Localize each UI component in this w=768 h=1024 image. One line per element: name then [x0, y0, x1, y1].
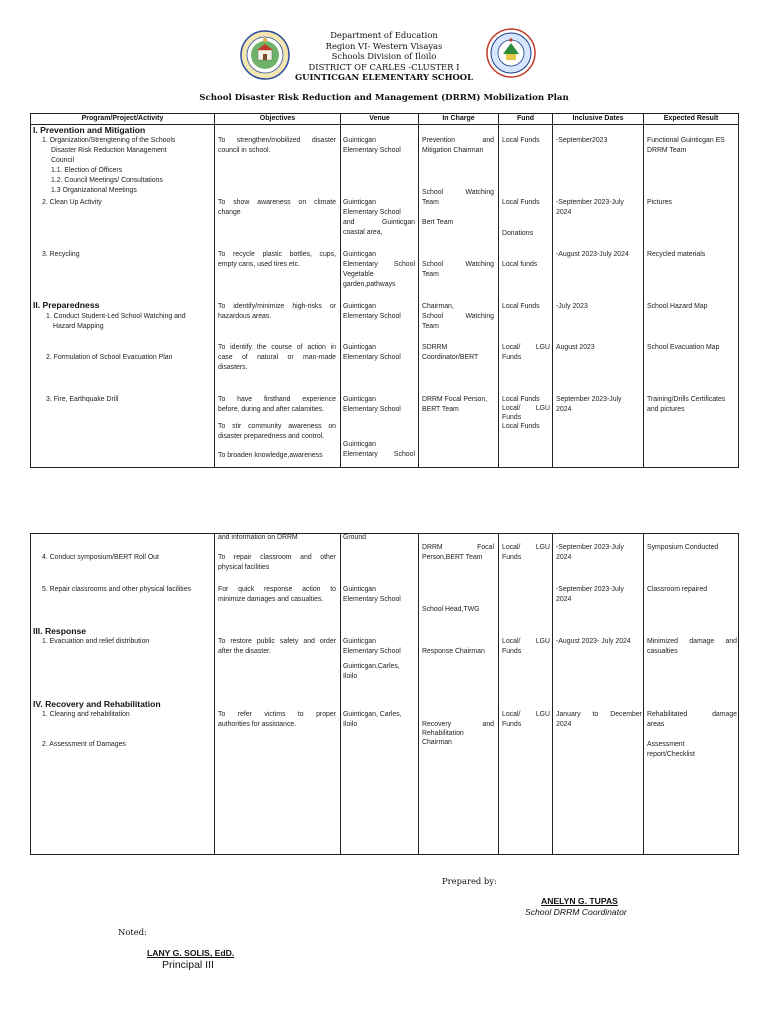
objective-cell: and information on DRRM [218, 534, 298, 541]
letterhead-school: GUINTICGAN ELEMENTARY SCHOOL [294, 72, 473, 82]
section-heading-response: III. Response [33, 626, 87, 636]
objective-text: To recycle plastic bottles, cups, [218, 251, 336, 258]
venue-text: Elementary School [343, 596, 401, 603]
venue-text: Elementary School [343, 313, 401, 320]
result-text: and pictures [647, 406, 685, 413]
section-heading-preparedness: II. Preparedness [33, 300, 100, 310]
objective-text: To identify the course of action in [218, 344, 336, 351]
venue-text: Guinticgan [343, 396, 376, 403]
venue-text: Elementary School [343, 648, 401, 655]
result-cell [647, 710, 737, 760]
objective-text: To stir community awareness on [218, 423, 336, 430]
in-charge-text: Team [422, 199, 439, 206]
result-cell: Classroom repaired [647, 586, 708, 593]
objective-text: minimize damages and casualties. [218, 596, 324, 603]
objective-text: To restore public safety and order [218, 638, 336, 645]
objective-cell [218, 302, 336, 322]
venue-text: Elementary School [343, 147, 401, 154]
fund-cell [502, 543, 550, 563]
objective-text: council in school. [218, 147, 271, 154]
column-header-in-charge: In Charge [442, 115, 475, 122]
in-charge-cell [422, 395, 494, 415]
in-charge-text: SDRRM [422, 344, 448, 351]
fund-text: Local Funds [502, 199, 540, 206]
venue-cell [343, 585, 415, 605]
venue-cell [343, 250, 415, 290]
result-cell: School Evacuation Map [647, 344, 720, 351]
venue-text: Iloilo [343, 721, 358, 728]
in-charge-text: Prevention and [422, 137, 494, 144]
in-charge-text: Coordinator/BERT [422, 354, 479, 361]
in-charge-text: Person,BERT Team [422, 554, 483, 561]
dates-text: 2024 [556, 596, 572, 603]
fund-cell [502, 198, 550, 239]
fund-text: Funds [502, 554, 522, 561]
venue-text: Vegetable [343, 271, 374, 278]
program-cell [46, 312, 212, 332]
venue-text: Guinticgan [343, 638, 376, 645]
program-text: 1. Clearing and rehabilitation [42, 711, 130, 718]
fund-text: Local/ LGU [502, 711, 550, 718]
in-charge-text: BERT Team [422, 406, 459, 413]
program-cell: 5. Repair classrooms and other physical facilities [42, 586, 191, 593]
in-charge-cell: School Head,TWG [422, 606, 480, 613]
in-charge-cell [422, 543, 494, 563]
venue-text: Elementary School [343, 209, 401, 216]
venue-cell [343, 710, 415, 730]
program-text: 1. Conduct Student-Led School Watching and [46, 313, 186, 320]
venue-text: Elementary School [343, 261, 415, 268]
fund-cell: Local Funds [502, 137, 540, 144]
fund-text: Local/ LGU [502, 405, 550, 412]
program-cell: 1. Evacuation and relief distribution [42, 638, 150, 645]
venue-text: and Guinticgan [343, 219, 415, 226]
dates-text: -September 2023-July [556, 544, 624, 551]
result-text: Rehabilitated damage [647, 711, 737, 718]
dates-cell [556, 543, 642, 563]
dates-text: -September 2023-July [556, 199, 624, 206]
venue-cell [343, 395, 415, 460]
result-cell: Recycled materials [647, 251, 706, 258]
objective-cell [218, 395, 336, 461]
fund-text: Local/ LGU [502, 344, 550, 351]
venue-text: Guinticgan, Carles, [343, 711, 402, 718]
sub-activity: 1.2. Council Meetings/ Consultations [51, 177, 163, 184]
fund-text: Donations [502, 230, 534, 237]
letterhead [0, 30, 768, 83]
dates-text: 2024 [556, 406, 572, 413]
venue-text: Guinticgan [343, 251, 376, 258]
objective-text: empty cans, used tires etc. [218, 261, 300, 268]
in-charge-text: Mitigation Chairman [422, 147, 484, 154]
program-cell: 2. Formulation of School Evacuation Plan [46, 354, 173, 361]
fund-text: Local Funds [502, 423, 540, 430]
in-charge-cell [422, 302, 494, 332]
in-charge-text: Team [422, 271, 439, 278]
in-charge-cell [422, 720, 494, 747]
in-charge-text: Rehabilitation [422, 730, 464, 737]
dates-text: 2024 [556, 721, 572, 728]
result-cell [647, 136, 737, 156]
objective-text: To repair classroom and other [218, 554, 336, 561]
prepared-by-name: ANELYN G. TUPAS [541, 896, 618, 906]
fund-cell: Local Funds [502, 303, 540, 310]
in-charge-text: School Watching [422, 313, 494, 320]
in-charge-text: DRRM Focal [422, 544, 494, 551]
venue-text: Elementary School [343, 451, 415, 458]
sub-activity: 1.1. Election of Officers [51, 167, 123, 174]
objective-text: authorities for assistance. [218, 721, 297, 728]
section-heading-recovery: IV. Recovery and Rehabilitation [33, 699, 161, 709]
fund-text: Local Funds [502, 396, 540, 403]
program-text: Council [51, 157, 74, 164]
result-text: Minimized damage and [647, 638, 737, 645]
fund-text: Local/ LGU [502, 638, 550, 645]
venue-text: garden,pathways [343, 281, 396, 288]
in-charge-cell [422, 343, 494, 363]
letterhead-region: Region VI- Western Visayas [325, 40, 443, 51]
venue-text: Iloilo [343, 673, 358, 680]
venue-text: Elementary School [343, 406, 401, 413]
result-text: Assessment [647, 741, 685, 748]
sub-activity: 1.3 Organizational Meetings [51, 187, 137, 194]
dates-cell [556, 198, 642, 218]
dates-cell: -August 2023-July 2024 [556, 251, 629, 258]
in-charge-text: Recovery and [422, 721, 494, 728]
column-header-objectives: Objectives [259, 115, 296, 122]
program-cell [42, 136, 212, 196]
result-cell [647, 395, 737, 415]
dates-text: 2024 [556, 554, 572, 561]
column-header-venue: Venue [369, 115, 390, 122]
venue-text: Guinticgan,Carles, [343, 663, 400, 670]
program-cell: 2. Clean Up Activity [42, 199, 102, 206]
in-charge-text: Team [422, 323, 439, 330]
objective-text: To refer victims to proper [218, 711, 336, 718]
program-cell [42, 710, 212, 750]
dates-cell [556, 585, 642, 605]
venue-cell: Ground [343, 534, 366, 541]
objective-cell [218, 198, 336, 218]
program-cell: 3. Recycling [42, 251, 80, 258]
objective-text: To show awareness on climate [218, 199, 336, 206]
program-cell: 3. Fire, Earthquake Drill [46, 396, 119, 403]
venue-text: Guinticgan [343, 586, 376, 593]
objective-text: disasters. [218, 364, 248, 371]
fund-cell: Local funds [502, 261, 538, 268]
in-charge-text: Chairman [422, 739, 452, 746]
dates-text: September 2023-July [556, 396, 622, 403]
venue-text: Guinticgan [343, 303, 376, 310]
objective-text: To identify/minimize high-risks or [218, 303, 336, 310]
letterhead-district: DISTRICT OF CARLES -CLUSTER I [308, 61, 460, 72]
result-text: Training/Drills Certificates [647, 396, 726, 403]
noted-by-role: Principal III [162, 959, 214, 971]
objective-text: after the disaster. [218, 648, 271, 655]
result-cell: School Hazard Map [647, 303, 708, 310]
venue-text: Guinticgan [343, 441, 376, 448]
in-charge-cell [422, 188, 494, 228]
noted-by-name: LANY G. SOLIS, EdD. [147, 948, 235, 958]
in-charge-cell [422, 260, 494, 280]
letterhead-division: Schools Division of Iloilo [331, 51, 437, 61]
objective-text: change [218, 209, 241, 216]
noted-by-label: Noted: [118, 927, 147, 937]
dates-text: -September 2023-July [556, 586, 624, 593]
venue-text: Guinticgan [343, 344, 376, 351]
fund-text: Funds [502, 354, 522, 361]
in-charge-cell: Response Chairman [422, 648, 485, 655]
fund-cell [502, 710, 550, 730]
column-header-dates: Inclusive Dates [572, 115, 624, 122]
objective-cell [218, 343, 336, 373]
in-charge-cell [422, 136, 494, 156]
objective-cell [218, 637, 336, 657]
in-charge-text: Chairman, [422, 303, 454, 310]
venue-text: Guinticgan [343, 199, 376, 206]
prepared-by-role: School DRRM Coordinator [525, 907, 627, 917]
objective-text: To strengthen/mobilized disaster [218, 137, 336, 144]
result-cell [647, 637, 737, 657]
program-cell: 4. Conduct symposium/BERT Roll Out [42, 554, 159, 561]
dates-cell [556, 395, 642, 415]
program-text: 1. Organization/Strengtening of the Schools [42, 137, 176, 144]
result-text: areas [647, 721, 665, 728]
result-cell: Symposium Conducted [647, 544, 719, 551]
dates-cell: -August 2023- July 2024 [556, 638, 631, 645]
dates-cell [556, 710, 642, 730]
program-text: 2. Assessment of Damages [42, 741, 126, 748]
venue-text: coastal area, [343, 229, 383, 236]
result-cell: Pictures [647, 199, 672, 206]
in-charge-text: Bert Team [422, 219, 454, 226]
in-charge-text: DRRM Focal Person, [422, 396, 488, 403]
objective-text: case of natural or man-made [218, 354, 336, 361]
objective-text: hazardous areas. [218, 313, 272, 320]
venue-cell [343, 343, 415, 363]
objective-text: To have firsthand experience [218, 396, 336, 403]
in-charge-text: School Watching [422, 189, 494, 196]
objective-text: physical facilities [218, 564, 270, 571]
objective-text: disaster preparedness and control. [218, 433, 325, 440]
letterhead-department: Department of Education [330, 30, 438, 40]
venue-text: Elementary School [343, 354, 401, 361]
venue-cell [343, 136, 415, 156]
objective-cell [218, 250, 336, 270]
objective-text: For quick response action to [218, 586, 336, 593]
result-text: casualties [647, 648, 678, 655]
objective-cell [218, 136, 336, 156]
fund-cell [502, 343, 550, 363]
program-text: Disaster Risk Reduction Management [51, 147, 167, 154]
fund-cell [502, 637, 550, 657]
column-header-result: Expected Result [663, 115, 719, 122]
venue-cell [343, 198, 415, 238]
column-header-program: Program/Project/Activity [81, 115, 164, 122]
fund-text: Funds [502, 648, 522, 655]
fund-text: Funds [502, 721, 522, 728]
venue-cell [343, 637, 415, 682]
objective-text: To broaden knowledge,awareness [218, 452, 323, 459]
venue-cell [343, 302, 415, 322]
dates-cell: August 2023 [556, 344, 595, 351]
column-header-fund: Fund [516, 115, 535, 122]
result-text: DRRM Team [647, 147, 687, 154]
result-text: report/Checklist [647, 751, 695, 758]
objective-cell [218, 710, 336, 730]
fund-text: Funds [502, 414, 522, 421]
dates-text: January to December [556, 711, 642, 718]
fund-cell [502, 395, 550, 431]
in-charge-text: School Watching [422, 261, 494, 268]
objective-cell [218, 553, 336, 573]
dates-text: 2024 [556, 209, 572, 216]
prepared-by-label: Prepared by: [442, 876, 497, 886]
section-heading-prevention: I. Prevention and Mitigation [33, 125, 146, 135]
objective-text: before, during and after calamities. [218, 406, 325, 413]
dates-cell: -September2023 [556, 137, 608, 144]
program-text: Hazard Mapping [53, 323, 104, 330]
fund-text: Local/ LGU [502, 544, 550, 551]
dates-cell: -July 2023 [556, 303, 588, 310]
venue-text: Guinticgan [343, 137, 376, 144]
result-text: Functional Guinticgan ES [647, 137, 725, 144]
document-title: School Disaster Risk Reduction and Management (DRRM) Mobilization Plan [199, 93, 569, 103]
objective-cell [218, 585, 336, 605]
